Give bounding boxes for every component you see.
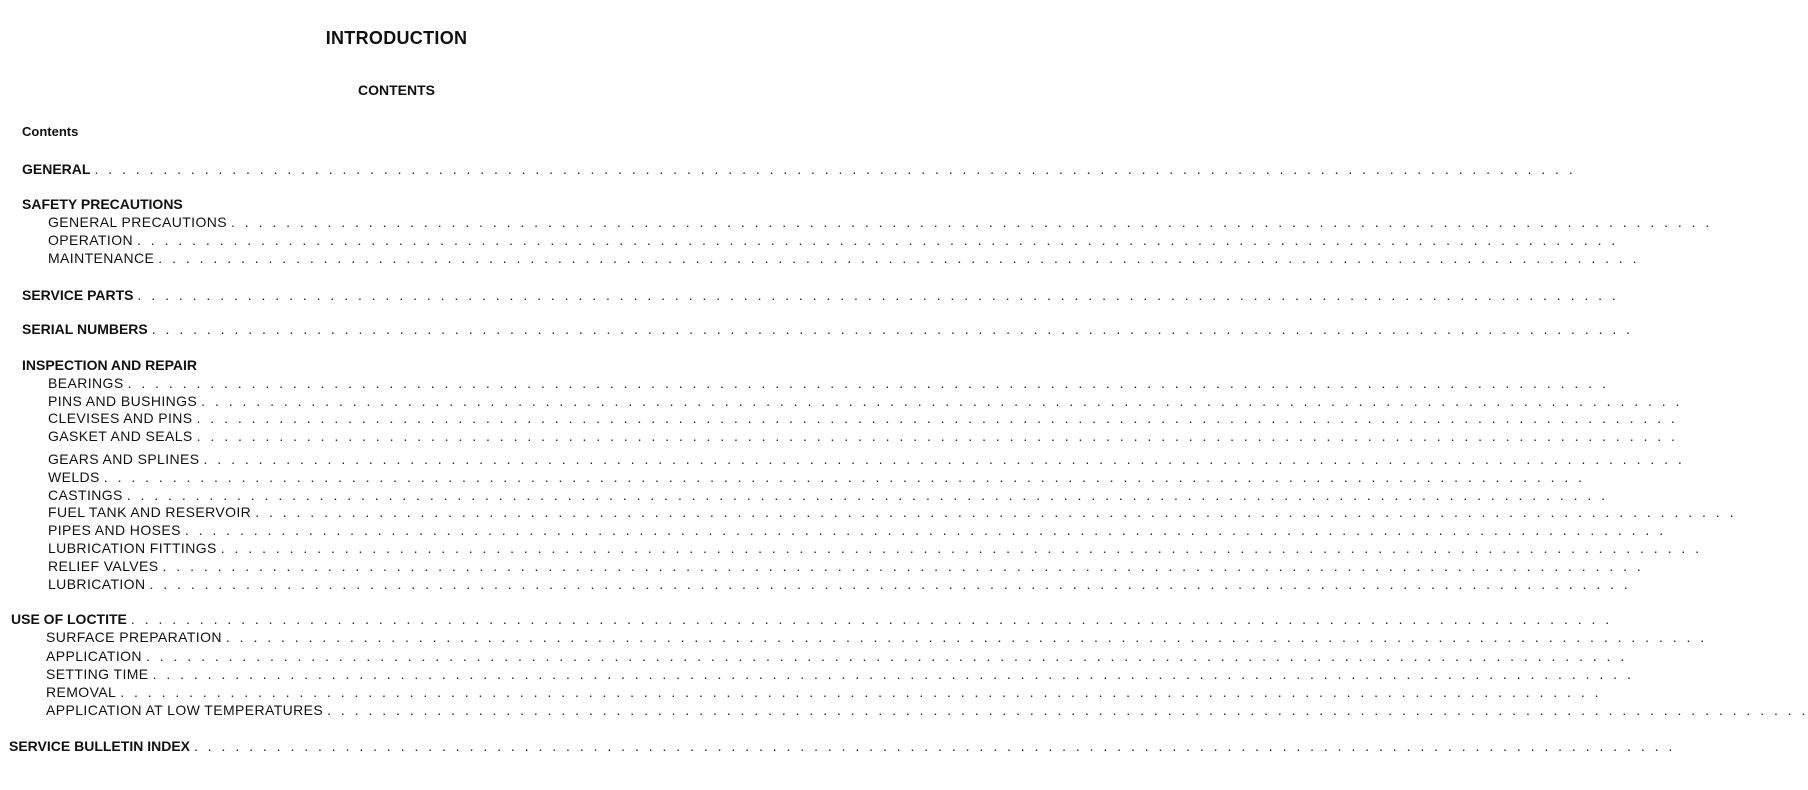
toc-entry-label: SERVICE BULLETIN INDEX: [9, 738, 190, 754]
toc-entry-label: LUBRICATION FITTINGS: [48, 540, 217, 556]
dot-leader: . . . . . . . . . . . . . . . . . . . . . . . . . . . . . . . . . . . . . . . . . . . . . . . . . . . . . . . . . . . . . . . . . . . . . . . . . . . . . . . . . . . . . . . . . . . . . . . . . . . . . . . . . . . .: [137, 287, 1619, 303]
toc-entry-castings[interactable]: [48, 486, 1609, 504]
toc-entry-general[interactable]: [22, 160, 1576, 178]
toc-entry-label: CLEVISES AND PINS: [48, 410, 193, 426]
dot-leader: . . . . . . . . . . . . . . . . . . . . . . . . . . . . . . . . . . . . . . . . . . . . . . . . . . . . . . . . . . . . . . . . . . . . . . . . . . . . . . . . . . . . . . . . . . . . . . . . . . . . . . . . . . . .: [255, 504, 1737, 520]
toc-entry-serial-numbers[interactable]: [22, 320, 1634, 338]
toc-entry-fuel-tank-and-reservoir[interactable]: [48, 503, 1737, 521]
dot-leader: . . . . . . . . . . . . . . . . . . . . . . . . . . . . . . . . . . . . . . . . . . . . . . . . . . . . . . . . . . . . . . . . . . . . . . . . . . . . . . . . . . . . . . . . . . . . . . . . . . . . . . . . . . . .: [127, 375, 1609, 391]
toc-entry-label: SURFACE PREPARATION: [46, 629, 222, 645]
toc-entry-label: OPERATION: [48, 232, 134, 248]
toc-entry-service-bulletin-index[interactable]: [9, 737, 1676, 755]
page-subtitle: CONTENTS: [358, 82, 435, 98]
toc-entry-label: GASKET AND SEALS: [48, 428, 193, 444]
toc-entry-welds[interactable]: [48, 468, 1586, 486]
toc-entry-operation[interactable]: [48, 231, 1619, 249]
toc-entry-label: SETTING TIME: [46, 666, 149, 682]
dot-leader: . . . . . . . . . . . . . . . . . . . . . . . . . . . . . . . . . . . . . . . . . . . . . . . . . . . . . . . . . . . . . . . . . . . . . . . . . . . . . . . . . . . . . . . . . . . . . . . . . . . . . . . . . . . .: [103, 469, 1586, 485]
dot-leader: . . . . . . . . . . . . . . . . . . . . . . . . . . . . . . . . . . . . . . . . . . . . . . . . . . . . . . . . . . . . . . . . . . . . . . . . . . . . . . . . . . . . . . . . . . . . . . . . . . . . . . . . . . . .: [220, 540, 1703, 556]
dot-leader: . . . . . . . . . . . . . . . . . . . . . . . . . . . . . . . . . . . . . . . . . . . . . . . . . . . . . . . . . . . . . . . . . . . . . . . . . . . . . . . . . . . . . . . . . . . . . . . . . . . . . . . . . . . .: [203, 451, 1685, 467]
toc-entry-application[interactable]: [46, 647, 1628, 665]
dot-leader: . . . . . . . . . . . . . . . . . . . . . . . . . . . . . . . . . . . . . . . . . . . . . . . . . . . . . . . . . . . . . . . . . . . . . . . . . . . . . . . . . . . . . . . . . . . . . . . . . . . . . . . . . . . .: [145, 648, 1628, 664]
toc-entry-general-precautions[interactable]: [48, 213, 1713, 231]
toc-entry-label: BEARINGS: [48, 375, 124, 391]
dot-leader: . . . . . . . . . . . . . . . . . . . . . . . . . . . . . . . . . . . . . . . . . . . . . . . . . . . . . . . . . . . . . . . . . . . . . . . . . . . . . . . . . . . . . . . . . . . . . . . . . . . . . . . . . . . .: [231, 214, 1713, 230]
toc-entry-label: PIPES AND HOSES: [48, 522, 181, 538]
toc-entry-application-at-low-temperatures[interactable]: [46, 701, 1808, 719]
toc-entry-label: GENERAL PRECAUTIONS: [48, 214, 228, 230]
toc-entry-gears-and-splines[interactable]: [48, 450, 1685, 468]
toc-entry-use-of-loctite[interactable]: [11, 610, 1613, 628]
toc-entry-surface-preparation[interactable]: [46, 628, 1708, 646]
toc-entry-removal[interactable]: [46, 683, 1602, 701]
toc-entry-label: SERIAL NUMBERS: [22, 321, 148, 337]
dot-leader: . . . . . . . . . . . . . . . . . . . . . . . . . . . . . . . . . . . . . . . . . . . . . . . . . . . . . . . . . . . . . . . . . . . . . . . . . . . . . . . . . . . . . . . . . . . . . . . . . . . . . . . . . . . .: [152, 666, 1634, 682]
contents-label: Contents: [22, 124, 79, 139]
toc-entry-label: CASTINGS: [48, 487, 123, 503]
toc-entry-label: GEARS AND SPLINES: [48, 451, 200, 467]
dot-leader: . . . . . . . . . . . . . . . . . . . . . . . . . . . . . . . . . . . . . . . . . . . . . . . . . . . . . . . . . . . . . . . . . . . . . . . . . . . . . . . . . . . . . . . . . . . . . . . . . . . . . . . . . . . .: [149, 576, 1631, 592]
dot-leader: . . . . . . . . . . . . . . . . . . . . . . . . . . . . . . . . . . . . . . . . . . . . . . . . . . . . . . . . . . . . . . . . . . . . . . . . . . . . . . . . . . . . . . . . . . . . . . . . . . . . . . . . . . . .: [130, 611, 1613, 627]
toc-entry-bearings[interactable]: [48, 374, 1609, 392]
toc-entry-pins-and-bushings[interactable]: [48, 392, 1683, 410]
toc-heading-inspection-and-repair[interactable]: INSPECTION AND REPAIR: [22, 357, 198, 373]
toc-entry-label: APPLICATION AT LOW TEMPERATURES: [46, 702, 324, 718]
toc-entry-lubrication[interactable]: [48, 575, 1631, 593]
dot-leader: . . . . . . . . . . . . . . . . . . . . . . . . . . . . . . . . . . . . . . . . . . . . . . . . . . . . . . . . . . . . . . . . . . . . . . . . . . . . . . . . . . . . . . . . . . . . . . . . . . . . . . . . . . . .: [126, 487, 1609, 503]
dot-leader: . . . . . . . . . . . . . . . . . . . . . . . . . . . . . . . . . . . . . . . . . . . . . . . . . . . . . . . . . . . . . . . . . . . . . . . . . . . . . . . . . . . . . . . . . . . . . . . . . . . . . . . . . . . .: [184, 522, 1667, 538]
toc-entry-label: SERVICE PARTS: [22, 287, 134, 303]
dot-leader: . . . . . . . . . . . . . . . . . . . . . . . . . . . . . . . . . . . . . . . . . . . . . . . . . . . . . . . . . . . . . . . . . . . . . . . . . . . . . . . . . . . . . . . . . . . . . . . . . . . . . . . . . . . .: [194, 738, 1676, 754]
toc-entry-maintenance[interactable]: [48, 249, 1640, 267]
toc-entry-pipes-and-hoses[interactable]: [48, 521, 1667, 539]
dot-leader: . . . . . . . . . . . . . . . . . . . . . . . . . . . . . . . . . . . . . . . . . . . . . . . . . . . . . . . . . . . . . . . . . . . . . . . . . . . . . . . . . . . . . . . . . . . . . . . . . . . . . . . . . . . .: [158, 250, 1640, 266]
toc-heading-safety-precautions[interactable]: SAFETY PRECAUTIONS: [22, 196, 183, 212]
toc-entry-label: WELDS: [48, 469, 100, 485]
dot-leader: . . . . . . . . . . . . . . . . . . . . . . . . . . . . . . . . . . . . . . . . . . . . . . . . . . . . . . . . . . . . . . . . . . . . . . . . . . . . . . . . . . . . . . . . . . . . . . . . . . . . . . . . . . . .: [162, 558, 1644, 574]
toc-entry-label: FUEL TANK AND RESERVOIR: [48, 504, 252, 520]
toc-entry-label: USE OF LOCTITE: [11, 611, 127, 627]
toc-entry-clevises-and-pins[interactable]: [48, 409, 1678, 427]
toc-entry-label: RELIEF VALVES: [48, 558, 159, 574]
dot-leader: . . . . . . . . . . . . . . . . . . . . . . . . . . . . . . . . . . . . . . . . . . . . . . . . . . . . . . . . . . . . . . . . . . . . . . . . . . . . . . . . . . . . . . . . . . . . . . . . . . . . . . . . . . . .: [120, 684, 1602, 700]
dot-leader: . . . . . . . . . . . . . . . . . . . . . . . . . . . . . . . . . . . . . . . . . . . . . . . . . . . . . . . . . . . . . . . . . . . . . . . . . . . . . . . . . . . . . . . . . . . . . . . . . . . . . . . . . . . .: [201, 393, 1683, 409]
dot-leader: . . . . . . . . . . . . . . . . . . . . . . . . . . . . . . . . . . . . . . . . . . . . . . . . . . . . . . . . . . . . . . . . . . . . . . . . . . . . . . . . . . . . . . . . . . . . . . . . . . . . . . . . . . . .: [196, 428, 1678, 444]
toc-entry-service-parts[interactable]: [22, 286, 1619, 304]
toc-entry-setting-time[interactable]: [46, 665, 1634, 683]
toc-entry-label: MAINTENANCE: [48, 250, 155, 266]
dot-leader: . . . . . . . . . . . . . . . . . . . . . . . . . . . . . . . . . . . . . . . . . . . . . . . . . . . . . . . . . . . . . . . . . . . . . . . . . . . . . . . . . . . . . . . . . . . . . . . . . . . . . . . . . . . .: [196, 410, 1678, 426]
dot-leader: . . . . . . . . . . . . . . . . . . . . . . . . . . . . . . . . . . . . . . . . . . . . . . . . . . . . . . . . . . . . . . . . . . . . . . . . . . . . . . . . . . . . . . . . . . . . . . . . . . . . . . . . . . . .: [225, 629, 1708, 645]
dot-leader: . . . . . . . . . . . . . . . . . . . . . . . . . . . . . . . . . . . . . . . . . . . . . . . . . . . . . . . . . . . . . . . . . . . . . . . . . . . . . . . . . . . . . . . . . . . . . . . . . . . . . . . . . . . .: [137, 232, 1619, 248]
dot-leader: . . . . . . . . . . . . . . . . . . . . . . . . . . . . . . . . . . . . . . . . . . . . . . . . . . . . . . . . . . . . . . . . . . . . . . . . . . . . . . . . . . . . . . . . . . . . . . . . . . . . . . . . . . . .: [151, 321, 1634, 337]
toc-entry-label: REMOVAL: [46, 684, 117, 700]
toc-entry-lubrication-fittings[interactable]: [48, 539, 1703, 557]
page-title: INTRODUCTION: [325, 28, 468, 48]
dot-leader: . . . . . . . . . . . . . . . . . . . . . . . . . . . . . . . . . . . . . . . . . . . . . . . . . . . . . . . . . . . . . . . . . . . . . . . . . . . . . . . . . . . . . . . . . . . . . . . . . . . . . . . . . . . .: [94, 161, 1576, 177]
toc-entry-label: APPLICATION: [46, 648, 142, 664]
toc-entry-label: PINS AND BUSHINGS: [48, 393, 198, 409]
toc-entry-label: GENERAL: [22, 161, 91, 177]
toc-entry-gasket-and-seals[interactable]: [48, 427, 1678, 445]
dot-leader: . . . . . . . . . . . . . . . . . . . . . . . . . . . . . . . . . . . . . . . . . . . . . . . . . . . . . . . . . . . . . . . . . . . . . . . . . . . . . . . . . . . . . . . . . . . . . . . . . . . . . . . . . . . .: [327, 702, 1808, 718]
toc-entry-relief-valves[interactable]: [48, 557, 1644, 575]
toc-entry-label: LUBRICATION: [48, 576, 146, 592]
